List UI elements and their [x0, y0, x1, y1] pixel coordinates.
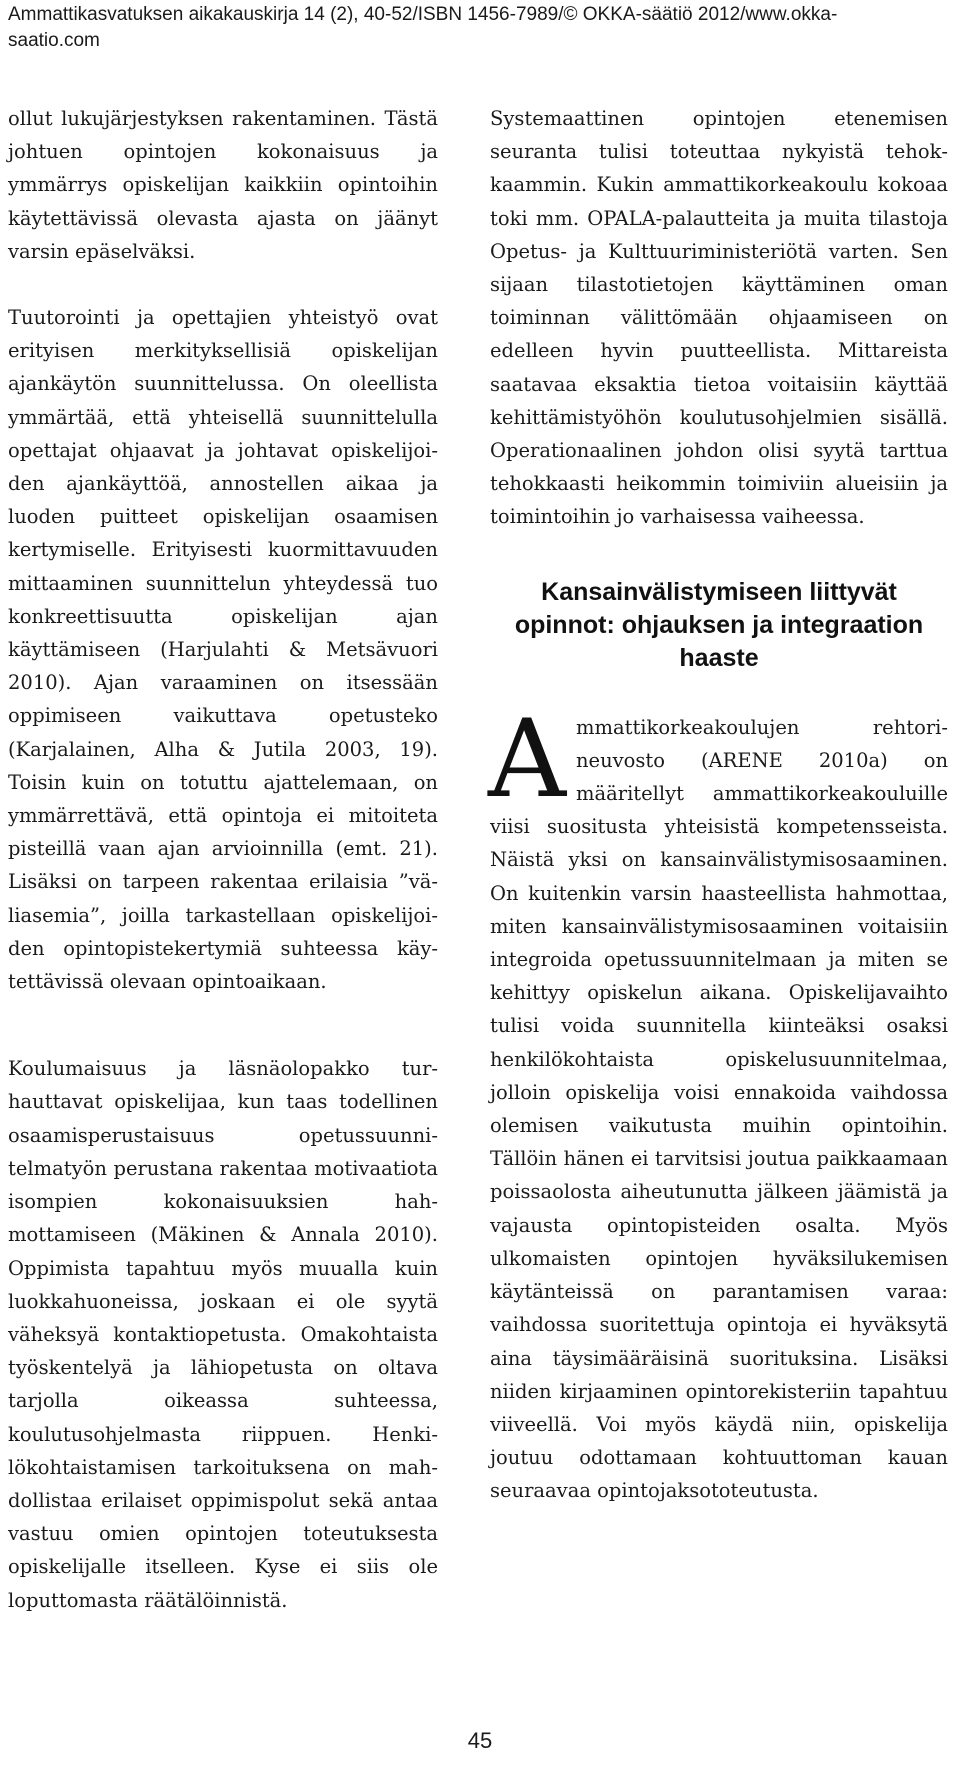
paragraph-koulumaisuus: Koulumaisuus ja läsnäolopakko turhauttavat opiskelijaa, kun taas todellinen osaamisperustaisuus opetussuunnitelmatyön perustana rakentaa motivaatiota isompien kokonaisuuksien hahmottamiseen (Mäkinen & Annala 2010). Oppimista tapahtuu myös muualla kuin luokkahuoneissa, joskaan ei ole syytä väheksyä kontaktiopetusta. Omakohtaista työskentelyä ja lähiopetusta on oltava tarjolla oikeassa suhteessa, koulutusohjelmasta riippuen. Henkilökohtaistamisen tarkoituksena on mahdollistaa erilaiset oppimispolut sekä antaa vastuu omien opintojen toteutuksesta opiskelijalle itselleen. Kyse ei siis ole loputtomasta räätälöinnistä.: [8, 1057, 438, 1612]
paragraph-seuranta: Systemaattinen opintojen etenemisen seuranta tulisi toteuttaa nykyistä tehokkaammin. Kukin ammattikorkeakoulu kokoaa toki mm. OPALA-palautteita ja muita tilastoja Opetus- ja Kulttuuriministeriötä varten. Sen sijaan tilastotietojen käyttäminen oman toiminnan välittömään ohjaamiseen on edelleen hyvin puutteellista. Mittareista saatavaa eksaktia tietoa voitaisiin käyttää kehittämistyöhön koulutusohjelmien sisällä. Operationaalinen johdon olisi syytä tarttua tehokkaasti heikommin toimiviin alueisiin ja toimintoihin jo varhaisessa vaiheessa.: [490, 107, 948, 529]
section-heading: Kansainvälistymiseen liittyvät opinnot: ohjauksen ja integraation haaste: [514, 577, 924, 672]
left-column: [8, 102, 438, 1617]
journal-citation-header: Ammattikasvatuksen aikakauskirja 14 (2), 40-52/ISBN 1456-7989/© OKKA-säätiö 2012/www.okka-saatio.com: [8, 4, 838, 51]
paragraph-tuutorointi: Tuutorointi ja opettajien yhteistyö ovat erityisen merkityksellisiä opiskelijan ajankäytön suunnittelussa. On oleellista ymmärtää, että yhteisellä suunnittelulla opettajat ohjaavat ja johtavat opiskelijoiden ajankäyttöä, annostellen aikaa ja luoden puitteet opiskelijan osaamisen kertymiselle. Erityisesti kuormittavuuden mittaaminen suunnittelun yhteydessä tuo konkreettisuutta opiskelijan ajan käyttämiseen (Harjulahti & Metsävuori 2010). Ajan varaaminen on itsessään oppimiseen vaikuttava opetusteko (Karjalainen, Alha & Jutila 2003, 19). Toisin kuin on totuttu ajattelemaan, on ymmärrettävä, että opintoja ei mitoiteta pisteillä vaan ajan arvioinnilla (emt. 21). Lisäksi on tarpeen rakentaa erilaisia ”väliasemia”, joilla tarkastellaan opiskelijoiden opintopistekertymiä suhteessa käytettävissä olevaan opintoaikaan.: [8, 306, 438, 994]
page-number: 45: [467, 1728, 493, 1753]
right-column: [490, 102, 948, 1508]
drop-cap-letter: A: [488, 696, 566, 822]
paragraph-arene-text: mmattikorkeakoulujen rehtorineuvosto (ARENE 2010a) on määritellyt ammattikorkeakouluille viisi suositusta yhteisistä kompetensseista. Näistä yksi on kansainvälistymisosaaminen. On kuitenkin varsin haasteellista hahmottaa, miten kansainvälistymisosaaminen voitaisiin integroida opetussuunnitelmaan ja miten se kehittyy opiskelun aikana. Opiskelijavaihto tulisi voida suunnitella kiinteäksi osaksi henkilökohtaista opiskelusuunnitelmaa, jolloin opiskelija voisi ennakoida vaihdossa olemisen vaikutusta muihin opintoihin. Tällöin hänen ei tarvitsisi joutua paikkaamaan poissaolosta aiheutunutta jälkeen jäämistä ja vajausta opintopisteiden osalta. Myös ulkomaisten opintojen hyväksilukemisen käytänteissä on parantamisen varaa: vaihdossa suoritettuja opintoja ei hyväksytä aina täysimääräisinä suorituksina. Lisäksi niiden kirjaaminen opintorekisteriin tapahtuu viiveellä. Voi myös käydä niin, opiskelija joutuu odottamaan kohtuuttoman kauan seuraavaa opintojaksototeutusta.: [490, 715, 948, 1503]
paragraph-arene: [488, 696, 948, 1508]
paragraph-lukujarjestys: ollut lukujärjestyksen rakentaminen. Tästä johtuen opintojen kokonaisuus ja ymmärrys opiskelijan kaikkiin opintoihin käytettävissä olevasta ajasta on jäänyt varsin epäselväksi.: [8, 107, 438, 263]
